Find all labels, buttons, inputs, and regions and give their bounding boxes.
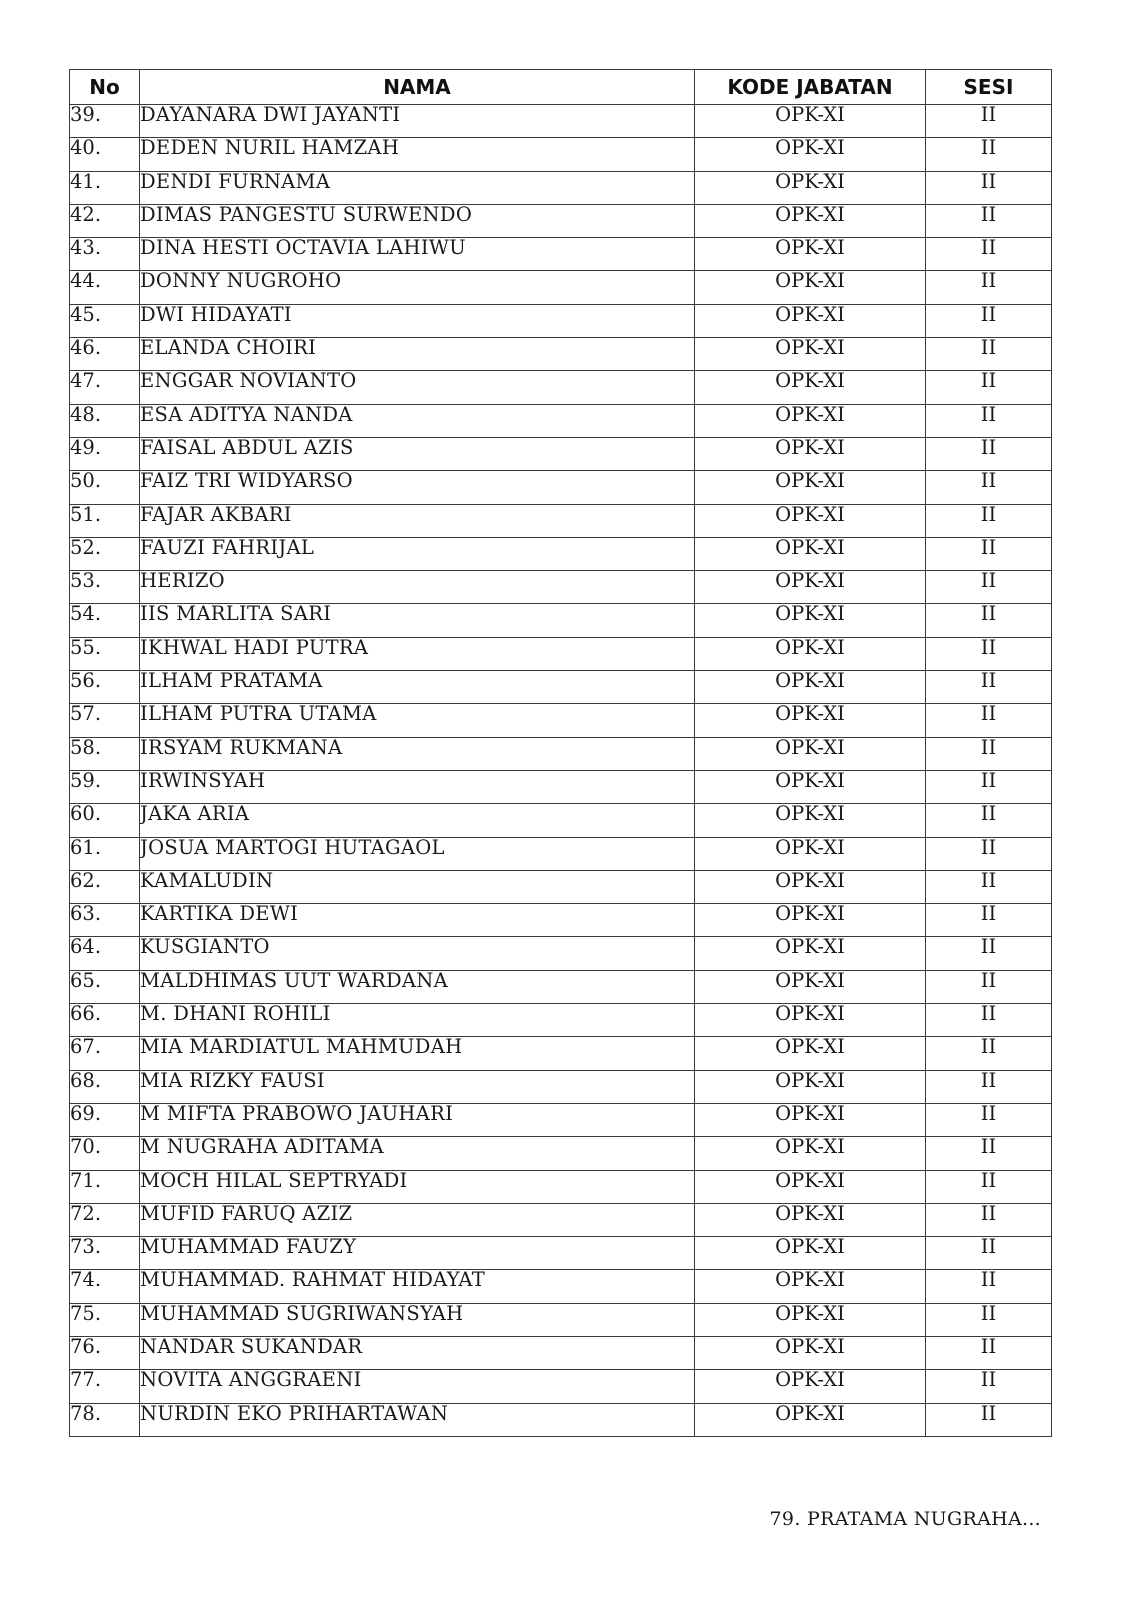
row-number: 53. <box>70 571 140 604</box>
row-name: DIMAS PANGESTU SURWENDO <box>140 204 695 237</box>
continuation-note: 79. PRATAMA NUGRAHA... <box>769 1508 1041 1530</box>
row-name: ILHAM PRATAMA <box>140 671 695 704</box>
table-row <box>70 937 1052 970</box>
row-kode-jabatan: OPK-XI <box>695 238 926 271</box>
row-kode-jabatan: OPK-XI <box>695 1237 926 1270</box>
row-sesi: II <box>926 371 1052 404</box>
row-number: 69. <box>70 1103 140 1136</box>
row-sesi: II <box>926 1403 1052 1436</box>
table-row <box>70 770 1052 803</box>
row-kode-jabatan: OPK-XI <box>695 571 926 604</box>
header-nama: NAMA <box>140 70 695 105</box>
row-number: 48. <box>70 404 140 437</box>
row-number: 77. <box>70 1370 140 1403</box>
row-kode-jabatan: OPK-XI <box>695 1403 926 1436</box>
row-number: 50. <box>70 471 140 504</box>
table-row <box>70 271 1052 304</box>
row-kode-jabatan: OPK-XI <box>695 271 926 304</box>
row-number: 41. <box>70 171 140 204</box>
row-sesi: II <box>926 138 1052 171</box>
row-sesi: II <box>926 1370 1052 1403</box>
row-kode-jabatan: OPK-XI <box>695 204 926 237</box>
table-row <box>70 105 1052 138</box>
table-row <box>70 504 1052 537</box>
row-sesi: II <box>926 770 1052 803</box>
row-sesi: II <box>926 304 1052 337</box>
row-sesi: II <box>926 338 1052 371</box>
row-kode-jabatan: OPK-XI <box>695 1103 926 1136</box>
row-kode-jabatan: OPK-XI <box>695 371 926 404</box>
row-name: IRSYAM RUKMANA <box>140 737 695 770</box>
row-kode-jabatan: OPK-XI <box>695 837 926 870</box>
row-sesi: II <box>926 204 1052 237</box>
row-sesi: II <box>926 804 1052 837</box>
row-kode-jabatan: OPK-XI <box>695 770 926 803</box>
row-kode-jabatan: OPK-XI <box>695 1004 926 1037</box>
row-name: DWI HIDAYATI <box>140 304 695 337</box>
header-sesi: SESI <box>926 70 1052 105</box>
row-kode-jabatan: OPK-XI <box>695 404 926 437</box>
row-name: DAYANARA DWI JAYANTI <box>140 105 695 138</box>
row-kode-jabatan: OPK-XI <box>695 1336 926 1369</box>
table-row <box>70 1103 1052 1136</box>
row-kode-jabatan: OPK-XI <box>695 437 926 470</box>
row-sesi: II <box>926 1303 1052 1336</box>
row-name: IRWINSYAH <box>140 770 695 803</box>
row-name: MALDHIMAS UUT WARDANA <box>140 970 695 1003</box>
row-sesi: II <box>926 1004 1052 1037</box>
table-row <box>70 304 1052 337</box>
row-number: 44. <box>70 271 140 304</box>
table-row <box>70 737 1052 770</box>
row-sesi: II <box>926 1203 1052 1236</box>
row-kode-jabatan: OPK-XI <box>695 1037 926 1070</box>
row-number: 58. <box>70 737 140 770</box>
row-number: 45. <box>70 304 140 337</box>
row-kode-jabatan: OPK-XI <box>695 870 926 903</box>
row-sesi: II <box>926 737 1052 770</box>
table-row <box>70 1270 1052 1303</box>
row-name: KUSGIANTO <box>140 937 695 970</box>
table-row <box>70 171 1052 204</box>
row-kode-jabatan: OPK-XI <box>695 471 926 504</box>
table-row <box>70 571 1052 604</box>
table-row <box>70 1004 1052 1037</box>
row-name: ESA ADITYA NANDA <box>140 404 695 437</box>
row-number: 73. <box>70 1237 140 1270</box>
header-kode-jabatan: KODE JABATAN <box>695 70 926 105</box>
row-sesi: II <box>926 271 1052 304</box>
row-kode-jabatan: OPK-XI <box>695 937 926 970</box>
row-sesi: II <box>926 704 1052 737</box>
row-kode-jabatan: OPK-XI <box>695 904 926 937</box>
row-name: MIA MARDIATUL MAHMUDAH <box>140 1037 695 1070</box>
table-row <box>70 437 1052 470</box>
row-sesi: II <box>926 437 1052 470</box>
row-name: MIA RIZKY FAUSI <box>140 1070 695 1103</box>
row-number: 67. <box>70 1037 140 1070</box>
row-kode-jabatan: OPK-XI <box>695 105 926 138</box>
row-sesi: II <box>926 1270 1052 1303</box>
row-sesi: II <box>926 571 1052 604</box>
row-number: 66. <box>70 1004 140 1037</box>
table-row <box>70 637 1052 670</box>
row-sesi: II <box>926 471 1052 504</box>
row-sesi: II <box>926 105 1052 138</box>
row-name: DENDI FURNAMA <box>140 171 695 204</box>
row-kode-jabatan: OPK-XI <box>695 1070 926 1103</box>
table-row <box>70 1137 1052 1170</box>
row-name: MOCH HILAL SEPTRYADI <box>140 1170 695 1203</box>
row-kode-jabatan: OPK-XI <box>695 171 926 204</box>
row-kode-jabatan: OPK-XI <box>695 338 926 371</box>
row-sesi: II <box>926 404 1052 437</box>
table-row <box>70 204 1052 237</box>
row-number: 56. <box>70 671 140 704</box>
row-kode-jabatan: OPK-XI <box>695 970 926 1003</box>
table-row <box>70 1336 1052 1369</box>
row-number: 68. <box>70 1070 140 1103</box>
row-name: M. DHANI ROHILI <box>140 1004 695 1037</box>
row-number: 70. <box>70 1137 140 1170</box>
row-sesi: II <box>926 537 1052 570</box>
row-name: KAMALUDIN <box>140 870 695 903</box>
row-number: 42. <box>70 204 140 237</box>
row-number: 55. <box>70 637 140 670</box>
row-name: ILHAM PUTRA UTAMA <box>140 704 695 737</box>
row-name: DEDEN NURIL HAMZAH <box>140 138 695 171</box>
row-kode-jabatan: OPK-XI <box>695 804 926 837</box>
table-row <box>70 1170 1052 1203</box>
row-name: ELANDA CHOIRI <box>140 338 695 371</box>
row-kode-jabatan: OPK-XI <box>695 1137 926 1170</box>
row-number: 74. <box>70 1270 140 1303</box>
row-number: 76. <box>70 1336 140 1369</box>
row-sesi: II <box>926 904 1052 937</box>
row-kode-jabatan: OPK-XI <box>695 1203 926 1236</box>
row-name: DONNY NUGROHO <box>140 271 695 304</box>
row-kode-jabatan: OPK-XI <box>695 671 926 704</box>
row-name: FAUZI FAHRIJAL <box>140 537 695 570</box>
row-sesi: II <box>926 171 1052 204</box>
table-row <box>70 1237 1052 1270</box>
table-row <box>70 1403 1052 1436</box>
row-kode-jabatan: OPK-XI <box>695 1370 926 1403</box>
row-name: FAIZ TRI WIDYARSO <box>140 471 695 504</box>
row-number: 49. <box>70 437 140 470</box>
row-sesi: II <box>926 1170 1052 1203</box>
row-name: MUHAMMAD SUGRIWANSYAH <box>140 1303 695 1336</box>
table-row <box>70 471 1052 504</box>
table-row <box>70 904 1052 937</box>
row-name: DINA HESTI OCTAVIA LAHIWU <box>140 238 695 271</box>
row-name: MUHAMMAD FAUZY <box>140 1237 695 1270</box>
row-name: M MIFTA PRABOWO JAUHARI <box>140 1103 695 1136</box>
table-row <box>70 371 1052 404</box>
table-row <box>70 537 1052 570</box>
participant-table <box>69 69 1052 1437</box>
row-name: MUHAMMAD. RAHMAT HIDAYAT <box>140 1270 695 1303</box>
table-row <box>70 870 1052 903</box>
row-number: 59. <box>70 770 140 803</box>
row-kode-jabatan: OPK-XI <box>695 1270 926 1303</box>
row-number: 63. <box>70 904 140 937</box>
row-number: 61. <box>70 837 140 870</box>
row-sesi: II <box>926 870 1052 903</box>
row-name: M NUGRAHA ADITAMA <box>140 1137 695 1170</box>
row-sesi: II <box>926 671 1052 704</box>
row-number: 46. <box>70 338 140 371</box>
table-row <box>70 1303 1052 1336</box>
row-name: JOSUA MARTOGI HUTAGAOL <box>140 837 695 870</box>
row-number: 78. <box>70 1403 140 1436</box>
table-row <box>70 604 1052 637</box>
row-name: IIS MARLITA SARI <box>140 604 695 637</box>
row-number: 54. <box>70 604 140 637</box>
row-name: MUFID FARUQ AZIZ <box>140 1203 695 1236</box>
row-number: 75. <box>70 1303 140 1336</box>
table-row <box>70 1037 1052 1070</box>
row-sesi: II <box>926 604 1052 637</box>
row-name: NOVITA ANGGRAENI <box>140 1370 695 1403</box>
row-name: HERIZO <box>140 571 695 604</box>
row-sesi: II <box>926 970 1052 1003</box>
table-header-row <box>70 70 1052 105</box>
row-name: ENGGAR NOVIANTO <box>140 371 695 404</box>
row-kode-jabatan: OPK-XI <box>695 138 926 171</box>
row-name: IKHWAL HADI PUTRA <box>140 637 695 670</box>
row-kode-jabatan: OPK-XI <box>695 537 926 570</box>
row-sesi: II <box>926 1103 1052 1136</box>
table-body <box>70 105 1052 1437</box>
row-number: 65. <box>70 970 140 1003</box>
table-row <box>70 671 1052 704</box>
row-sesi: II <box>926 1237 1052 1270</box>
row-sesi: II <box>926 1137 1052 1170</box>
table-row <box>70 704 1052 737</box>
row-name: FAISAL ABDUL AZIS <box>140 437 695 470</box>
row-kode-jabatan: OPK-XI <box>695 304 926 337</box>
table-row <box>70 238 1052 271</box>
row-name: FAJAR AKBARI <box>140 504 695 537</box>
row-sesi: II <box>926 1336 1052 1369</box>
table-row <box>70 1370 1052 1403</box>
row-number: 40. <box>70 138 140 171</box>
table-row <box>70 1203 1052 1236</box>
row-sesi: II <box>926 238 1052 271</box>
row-number: 51. <box>70 504 140 537</box>
row-sesi: II <box>926 837 1052 870</box>
table-row <box>70 138 1052 171</box>
row-number: 47. <box>70 371 140 404</box>
row-name: JAKA ARIA <box>140 804 695 837</box>
row-kode-jabatan: OPK-XI <box>695 704 926 737</box>
table-row <box>70 404 1052 437</box>
row-number: 43. <box>70 238 140 271</box>
row-number: 52. <box>70 537 140 570</box>
row-name: KARTIKA DEWI <box>140 904 695 937</box>
row-name: NANDAR SUKANDAR <box>140 1336 695 1369</box>
table-row <box>70 837 1052 870</box>
row-sesi: II <box>926 637 1052 670</box>
row-sesi: II <box>926 937 1052 970</box>
row-kode-jabatan: OPK-XI <box>695 1303 926 1336</box>
row-name: NURDIN EKO PRIHARTAWAN <box>140 1403 695 1436</box>
row-sesi: II <box>926 504 1052 537</box>
header-no: No <box>70 70 140 105</box>
row-sesi: II <box>926 1070 1052 1103</box>
row-number: 62. <box>70 870 140 903</box>
table-row <box>70 970 1052 1003</box>
table-row <box>70 804 1052 837</box>
row-number: 60. <box>70 804 140 837</box>
row-number: 39. <box>70 105 140 138</box>
row-number: 64. <box>70 937 140 970</box>
row-kode-jabatan: OPK-XI <box>695 604 926 637</box>
row-kode-jabatan: OPK-XI <box>695 1170 926 1203</box>
row-kode-jabatan: OPK-XI <box>695 504 926 537</box>
row-number: 71. <box>70 1170 140 1203</box>
row-sesi: II <box>926 1037 1052 1070</box>
row-number: 57. <box>70 704 140 737</box>
row-kode-jabatan: OPK-XI <box>695 637 926 670</box>
table-row <box>70 1070 1052 1103</box>
table-row <box>70 338 1052 371</box>
row-kode-jabatan: OPK-XI <box>695 737 926 770</box>
row-number: 72. <box>70 1203 140 1236</box>
